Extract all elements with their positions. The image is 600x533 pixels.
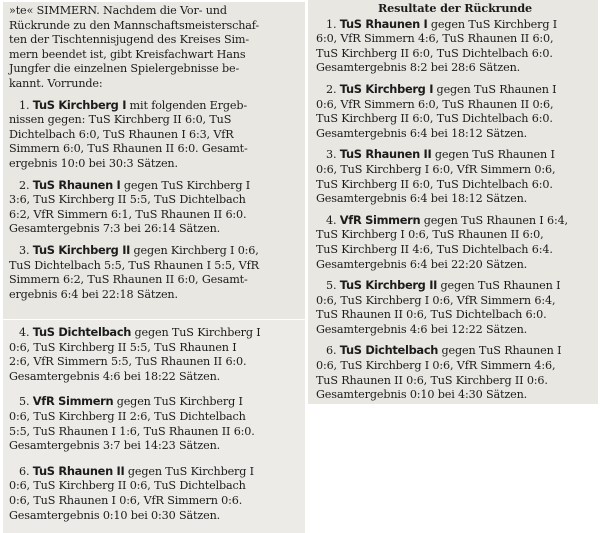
result-entry <box>9 243 301 302</box>
team-name: TuS Dichtelbach <box>32 325 132 339</box>
entry-line: 0:6, TuS Kirchberg I 0:6, VfR Simmern 6:4, <box>316 293 556 307</box>
intro-line: Jungfer die einzelnen Spielergebnisse be- <box>9 62 240 76</box>
entry-line: Gesamtergebnis 0:10 bei 0:30 Sätzen. <box>9 508 221 522</box>
entry-number: 4. <box>19 326 30 339</box>
result-entry <box>316 343 594 402</box>
intro-line: »te« SIMMERN. Nachdem die Vor- und <box>9 4 227 17</box>
entry-line: Simmern 6:2, TuS Rhaunen II 6:0, Gesamt- <box>9 273 248 287</box>
entry-number: 3. <box>326 148 337 162</box>
entry-line: gegen TuS Kirchberg I <box>113 395 243 409</box>
result-entry <box>316 82 594 141</box>
entry-line: ergebnis 6:4 bei 22:18 Sätzen. <box>9 287 178 301</box>
entry-line: mit folgenden Ergeb- <box>126 98 248 112</box>
entry-line: TuS Kirchberg II 6:0, TuS Dichtelbach 6:0. <box>316 46 553 60</box>
team-name: TuS Kirchberg I <box>339 81 434 96</box>
entry-line: TuS Dichtelbach 5:5, TuS Rhaunen I 5:5, VfR <box>9 258 259 272</box>
result-entry <box>9 394 301 453</box>
entry-line: Gesamtergebnis 7:3 bei 26:14 Sätzen. <box>9 222 221 236</box>
entry-number: 2. <box>326 82 337 96</box>
entry-line: TuS Kirchberg II 6:0, TuS Dichtelbach 6:0. <box>316 177 553 191</box>
result-entry <box>316 147 594 206</box>
team-name: TuS Kirchberg I <box>32 97 127 112</box>
team-name: VfR Simmern <box>32 394 114 409</box>
entry-line: 3:6, TuS Kirchberg II 5:5, TuS Dichtelbach <box>9 193 246 207</box>
entry-line: Dichtelbach 6:0, TuS Rhaunen I 6:3, VfR <box>9 127 234 141</box>
entry-line: Gesamtergebnis 6:4 bei 22:20 Sätzen. <box>316 257 528 271</box>
entry-line: gegen TuS Kirchberg I <box>120 178 251 192</box>
entry-line: gegen TuS Kirchberg I <box>124 464 254 478</box>
entry-number: 2. <box>19 178 30 192</box>
entry-line: gegen TuS Kirchberg I <box>427 17 558 31</box>
section-heading: Resultate der Rückrunde <box>377 1 533 15</box>
team-name: TuS Rhaunen I <box>32 177 121 192</box>
entry-line: 6:2, VfR Simmern 6:1, TuS Rhaunen II 6:0. <box>9 207 247 221</box>
entry-number: 1. <box>19 98 30 112</box>
entry-line: gegen Kirchberg I 0:6, <box>130 243 259 257</box>
entry-line: 0:6, TuS Rhaunen I 0:6, VfR Simmern 0:6. <box>9 493 243 507</box>
result-entry <box>316 213 594 272</box>
entry-line: gegen TuS Kirchberg I <box>131 326 261 339</box>
entry-line: Simmern 6:0, TuS Rhaunen II 6:0. Gesamt- <box>9 142 248 156</box>
entry-line: nissen gegen: TuS Kirchberg II 6:0, TuS <box>9 113 232 127</box>
entry-line: 5:5, TuS Rhaunen I 1:6, TuS Rhaunen II 6:0. <box>9 424 255 438</box>
entry-line: gegen TuS Rhaunen I <box>438 344 562 358</box>
entry-number: 3. <box>19 243 30 257</box>
entry-line: gegen TuS Rhaunen I <box>431 148 555 162</box>
result-entry <box>9 325 301 384</box>
entry-line: ergebnis 10:0 bei 30:3 Sätzen. <box>9 156 178 170</box>
team-name: VfR Simmern <box>339 212 421 227</box>
result-entry <box>316 17 594 76</box>
entry-number: 5. <box>326 279 337 293</box>
entry-line: TuS Kirchberg II 4:6, TuS Dichtelbach 6:4. <box>316 242 553 256</box>
entry-line: Gesamtergebnis 6:4 bei 18:12 Sätzen. <box>316 192 528 206</box>
entry-line: 0:6, TuS Kirchberg II 0:6, TuS Dichtelbach <box>9 479 246 493</box>
result-entry <box>9 98 301 172</box>
entry-line: TuS Kirchberg I 0:6, TuS Rhaunen II 6:0, <box>316 228 544 242</box>
entry-number: 5. <box>19 395 30 409</box>
entry-line: Gesamtergebnis 0:10 bei 4:30 Sätzen. <box>316 388 528 402</box>
team-name: TuS Kirchberg II <box>32 242 131 257</box>
intro-line: Rückrunde zu den Mannschaftsmeisterschaf- <box>9 18 260 32</box>
result-entry <box>9 464 301 523</box>
entry-number: 1. <box>326 17 337 31</box>
entry-line: 0:6, TuS Kirchberg I 6:0, VfR Simmern 0:6, <box>316 162 556 176</box>
entry-line: 0:6, TuS Kirchberg I 0:6, VfR Simmern 4:6, <box>316 359 556 373</box>
team-name: TuS Kirchberg II <box>339 278 438 293</box>
entry-line: TuS Rhaunen II 0:6, TuS Kirchberg II 0:6. <box>316 373 548 387</box>
entry-line: 2:6, VfR Simmern 5:5, TuS Rhaunen II 6:0. <box>9 355 247 369</box>
entry-line: TuS Kirchberg II 6:0, TuS Dichtelbach 6:0. <box>316 112 553 126</box>
result-entry <box>316 278 594 337</box>
team-name: TuS Dichtelbach <box>339 343 439 358</box>
clipping-vorrunde-part-1 <box>3 2 305 319</box>
entry-number: 6. <box>326 344 337 358</box>
intro-line: mern beendet ist, gibt Kreisfachwart Hans <box>9 47 246 61</box>
entry-number: 4. <box>326 213 337 227</box>
entry-number: 6. <box>19 464 30 478</box>
result-entry <box>9 178 301 237</box>
team-name: TuS Rhaunen II <box>32 463 125 478</box>
entry-line: 0:6, VfR Simmern 6:0, TuS Rhaunen II 0:6, <box>316 97 554 111</box>
entry-line: 6:0, VfR Simmern 4:6, TuS Rhaunen II 6:0, <box>316 32 554 46</box>
entry-line: gegen TuS Rhaunen I <box>437 279 561 293</box>
entry-line: Gesamtergebnis 4:6 bei 12:22 Sätzen. <box>316 322 528 336</box>
intro-paragraph <box>9 4 301 92</box>
entry-line: gegen TuS Rhaunen I 6:4, <box>420 213 568 227</box>
entry-line: Gesamtergebnis 8:2 bei 28:6 Sätzen. <box>316 61 521 75</box>
intro-line: kannt. Vorrunde: <box>9 76 103 90</box>
entry-line: 0:6, TuS Kirchberg II 5:5, TuS Rhaunen I <box>9 340 237 354</box>
team-name: TuS Rhaunen I <box>339 16 428 31</box>
clipping-vorrunde-part-2 <box>3 320 305 533</box>
entry-line: TuS Rhaunen II 0:6, TuS Dichtelbach 6:0. <box>316 308 547 322</box>
team-name: TuS Rhaunen II <box>339 147 432 162</box>
entry-line: Gesamtergebnis 4:6 bei 18:22 Sätzen. <box>9 369 221 383</box>
entry-line: Gesamtergebnis 6:4 bei 18:12 Sätzen. <box>316 126 528 140</box>
entry-line: Gesamtergebnis 3:7 bei 14:23 Sätzen. <box>9 439 221 453</box>
clipping-rueckrunde <box>308 0 598 404</box>
intro-line: ten der Tischtennisjugend des Kreises Sim- <box>9 33 250 47</box>
entry-line: 0:6, TuS Kirchberg II 2:6, TuS Dichtelbach <box>9 409 246 423</box>
entry-line: gegen TuS Rhaunen I <box>433 82 557 96</box>
